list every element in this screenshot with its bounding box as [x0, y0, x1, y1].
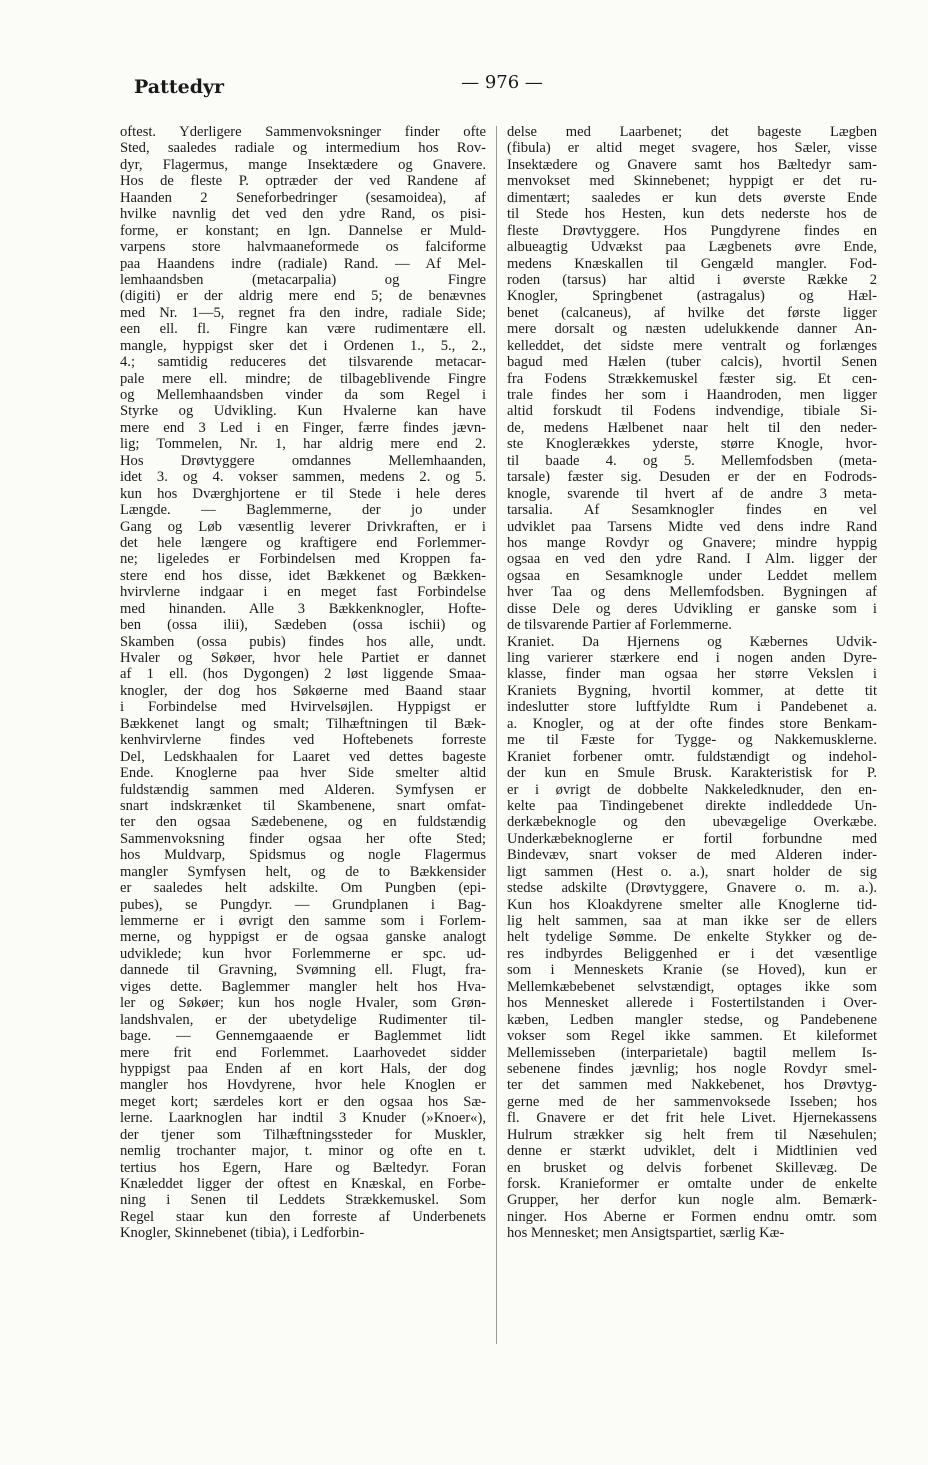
text-line: Mellemkæbebenet selvstændigt, optages ikke som [507, 978, 877, 995]
text-line: paa Haandens indre (radiale) Rand. — Af Mel- [120, 255, 486, 272]
text-line: bage. — Gennemgaaende er Baglemmet lidt [120, 1028, 486, 1045]
text-line: udviklet paa Tarsens Midte ved dens indre Rand [507, 518, 877, 535]
text-line: mere dorsalt og næsten udelukkende danner An- [507, 321, 877, 338]
text-line: kelleddet, det sidste mere ventralt og forlænges [507, 337, 877, 354]
text-line: Ende. Knoglerne paa hver Side smelter altid [120, 765, 486, 782]
text-line: er i øvrigt de dobbelte Nakkeledknuder, den en- [507, 781, 877, 798]
text-line: merne, og hyppigst er de ogsaa ganske analogt [120, 929, 486, 946]
text-line: nemlig trochanter major, t. minor og ofte en t. [120, 1143, 486, 1160]
text-line: mangler Symfysen helt, og de to Bækkensider [120, 863, 486, 880]
text-line: Underkæbeknoglerne er fortil forbundne med [507, 830, 877, 847]
text-line: gerne med de her sammenvoksede Isseben; hos [507, 1093, 877, 1110]
text-line: lerne. Laarknoglen har indtil 3 Knuder (»Knoer«), [120, 1110, 486, 1127]
text-line: der kun en Smule Brusk. Karakteristisk for P. [507, 765, 877, 782]
text-line: forme, er konstant; en lgn. Dannelse er Muld- [120, 222, 486, 239]
text-line: Grupper, her derfor kun nogle alm. Bemærk- [507, 1192, 877, 1209]
text-line: der tjener som Tilhæftningssteder for Muskler, [120, 1126, 486, 1143]
text-line: Mellemisseben (interparietale) bagtil mellem Is- [507, 1044, 877, 1061]
text-line: ter den ogsaa Sædebenene, og en fuldstændig [120, 814, 486, 831]
text-line: knogler, der dog hos Søkøerne med Baand staar [120, 682, 486, 699]
text-line: ste Knoglerækkes yderste, større Knogle, hvor- [507, 436, 877, 453]
text-line: Regel staar kun den forreste af Underbenets [120, 1208, 486, 1225]
text-line: Længde. — Baglemmerne, der jo under [120, 502, 486, 519]
text-line: ligt sammen (Hest o. a.), snart holder de sig [507, 863, 877, 880]
text-line: derkæbeknogle og den ubevægelige Overkæbe. [507, 814, 877, 831]
text-line: idet 3. og 4. vokser sammen, medens 2. og 5. [120, 469, 486, 486]
text-line: Hvaler og Søkøer, hvor hele Partiet er dannet [120, 650, 486, 666]
text-line: kun hos Dværghjortene er til Stede i hele deres [120, 485, 486, 502]
text-line: tertius hos Egern, Hare og Bæltedyr. Foran [120, 1159, 486, 1176]
text-line: hos Mennesket allerede i Fostertilstanden i Over- [507, 995, 877, 1012]
text-line: helt tydelige Sømme. De enkelte Stykker og de- [507, 929, 877, 946]
text-line: pubes), se Pungdyr. — Grundplanen i Bag- [120, 896, 486, 913]
text-line: fl. Gnavere er det frit hele Livet. Hjernekassens [507, 1110, 877, 1127]
text-line: altid forskudt til Fodens indvendige, tibiale Si- [507, 403, 877, 420]
text-line: som i Menneskets Kranie (se Hoved), kun er [507, 962, 877, 979]
text-line: hyppigst paa Enden af en kort Hals, der dog [120, 1060, 486, 1077]
text-line: er saaledes helt adskilte. Om Pungben (epi- [120, 880, 486, 897]
text-line: ne; ligeledes er Forbindelsen med Kroppen fa- [120, 551, 486, 568]
text-line: kelte paa Tindingebenet direkte indleddede Un- [507, 797, 877, 814]
text-line: til baade 4. og 5. Mellemfodsben (meta- [507, 452, 877, 469]
text-line: Styrke og Udvikling. Kun Hvalerne kan have [120, 403, 486, 420]
text-line: hos mange Rovdyr og Gnavere; mindre hyppig [507, 534, 877, 551]
column-divider [496, 126, 497, 1344]
text-line: fuldstændig sammen med Alderen. Symfysen er [120, 781, 486, 798]
text-line: de tilsvarende Partier af Forlemmerne. [507, 617, 732, 634]
text-line: lig helt sammen, saa at man ikke ser de ellers [507, 913, 877, 929]
running-title: Pattedyr [134, 76, 225, 98]
text-line: Sted, saaledes radiale og intermedium hos Rov- [120, 140, 486, 157]
text-line: Kraniet. Da Hjernens og Kæbernes Udvik- [507, 633, 877, 650]
text-line: ter det sammen med Nakkebenet, hos Drøvtyg- [507, 1077, 877, 1094]
text-line: a. Knogler, og at der ofte findes store Benkam- [507, 715, 877, 732]
text-line: stedse adskilte (Drøvtyggere, Gnavere o. m. a.). [507, 880, 877, 897]
text-line: mangle, hyppigst sker det i Ordenen 1., 5., 2., [120, 337, 486, 354]
text-line: meget kort; særdeles kort er den ogsaa hos Sæ- [120, 1093, 486, 1110]
text-line: i Forbindelse med Hvirvelsøjlen. Hyppigst er [120, 699, 486, 716]
text-line: knogle, svarende til hvert af de andre 3 meta- [507, 485, 877, 502]
text-line: ogsaa en Sesamknogle under Leddet mellem [507, 567, 877, 584]
text-line: (digiti) er der aldrig mere end 5; de benævnes [120, 288, 486, 305]
text-line: medens Knæskallen til Gengæld mangler. Fod- [507, 255, 877, 272]
text-line: me til Fæste for Tygge- og Nakkemusklerne. [507, 732, 877, 749]
text-line: (fibula) er altid meget svagere, hos Sæler, visse [507, 140, 877, 157]
text-line: snart indskrænket til Skambenene, snart omfat- [120, 797, 486, 814]
text-line: lemmerne er i øvrigt den samme som i Forlem- [120, 913, 486, 929]
text-line: kæben, Ledben mangler stedse, og Pandebenene [507, 1011, 877, 1028]
text-line: mere end 3 Led i en Finger, færre findes jævn- [120, 419, 486, 436]
text-line: Hulrum strækker sig helt frem til Næsehulen; [507, 1126, 877, 1143]
text-line: til Stede hos Hesten, kun dets nederste hos de [507, 206, 877, 223]
text-line: Gang og Løb væsentlig leverer Drivkraften, er i [120, 518, 486, 535]
text-line: lig; Tommelen, Nr. 1, har aldrig mere end 2. [120, 436, 486, 453]
text-line: og Mellemhaandsben vinder da som Regel i [120, 387, 486, 403]
text-line: benet (calcaneus), af hvilke det første ligger [507, 304, 877, 321]
text-line: Del, Ledskhaalen for Laaret ved dettes bageste [120, 748, 486, 765]
text-line: fra Fodens Strækkemuskel fæster sig. Et cen- [507, 370, 877, 387]
text-line: pale mere ell. mindre; de tilbageblivende Fingre [120, 370, 486, 387]
text-line: fleste Drøvtyggere. Hos Pungdyrene findes en [507, 222, 877, 239]
text-line: lemhaandsben (metacarpalia) og Fingre [120, 271, 486, 288]
text-line: varpens store halvmaaneformede os falciforme [120, 239, 486, 256]
text-line: ninger. Hos Aberne er Formen endnu omtr. som [507, 1208, 877, 1225]
text-line: disse Dele og deres Udvikling er ganske som i [507, 600, 877, 617]
text-line: ling varierer stærkere end i nogen anden Dyre- [507, 650, 877, 666]
text-line: ler og Søkøer; kun hos nogle Hvaler, som Grøn- [120, 995, 486, 1012]
text-line: 4.; samtidig reduceres det tilsvarende metacar- [120, 354, 486, 371]
text-line: ogsaa en ved den ydre Rand. I Alm. ligger der [507, 551, 877, 568]
text-line: mere frit end Forlemmet. Laarhovedet sidder [120, 1044, 486, 1061]
text-line: ben (ossa ilii), Sædeben (ossa ischii) og [120, 617, 486, 634]
text-line: Kraniets Bygning, hvortil kommer, at dette tit [507, 682, 877, 699]
text-line: Kun hos Kloakdyrene smelter alle Knoglerne tid- [507, 896, 877, 913]
page-number: — 976 — [461, 72, 543, 93]
text-line: hvirvlerne indgaar i en meget fast Forbindelse [120, 584, 486, 601]
text-line: Sammenvoksning finder ogsaa her ofte Sted; [120, 830, 486, 847]
text-line: delse med Laarbenet; det bageste Lægben [507, 124, 877, 140]
text-line: ning i Senen til Leddets Strækkemuskel. Som [120, 1192, 486, 1209]
text-line: bagud med Hælen (tuber calcis), hvortil Senen [507, 354, 877, 371]
text-line: med hinanden. Alle 3 Bækkenknogler, Hofte- [120, 600, 486, 617]
text-line: det hele længere og kraftigere end Forlemmer- [120, 534, 486, 551]
text-line: albueagtig Udvækst paa Lægbenets øvre Ende, [507, 239, 877, 256]
text-line: Bækkenet langt og smalt; Tilhæftningen til Bæk- [120, 715, 486, 732]
page-header [134, 70, 874, 110]
text-line: oftest. Yderligere Sammenvoksninger finder ofte [120, 124, 486, 140]
text-line: Kraniet forbener omtr. fuldstændigt og indehol- [507, 748, 877, 765]
text-line: trale findes her som i Haandroden, men ligger [507, 387, 877, 403]
text-line: dimentært; saaledes er kun dets øverste Ende [507, 189, 877, 206]
text-line: viges dette. Baglemmer mangler helt hos Hva- [120, 978, 486, 995]
text-line: menvokset med Skinnebenet; hyppigt er det ru- [507, 173, 877, 190]
text-line: med Nr. 1—5, regnet fra den indre, radiale Side; [120, 304, 486, 321]
text-line: af 1 ell. (hos Dygongen) 2 løst liggende Smaa- [120, 666, 486, 683]
text-line: een ell. fl. Fingre kan være rudimentære ell. [120, 321, 486, 338]
text-line: dannede til Gravning, Svømning ell. Flugt, fra- [120, 962, 486, 979]
text-line: dyr, Flagermus, mange Insektædere og Gnavere. [120, 156, 486, 173]
text-line: indeslutter store luftfyldte Rum i Pandebenet a. [507, 699, 877, 716]
text-line: stere end hos disse, idet Bækkenet og Bækken- [120, 567, 486, 584]
text-line: Hos Drøvtyggere omdannes Mellemhaanden, [120, 452, 486, 469]
text-line: en brusket og delvis forbenet Skillevæg. De [507, 1159, 877, 1176]
text-line: Skamben (ossa pubis) findes hos alle, undt. [120, 633, 486, 650]
text-line: hver Taa og dens Mellemfodsben. Bygningen af [507, 584, 877, 601]
text-line: udviklede; kun hvor Forlemmerne er spc. ud- [120, 945, 486, 962]
text-line: res indbyrdes Beliggenhed er i det væsentlige [507, 945, 877, 962]
text-line: Knæleddet ligger der oftest en Knæskal, en Forbe- [120, 1176, 486, 1192]
text-line: Hos de fleste P. optræder der ved Randene af [120, 173, 486, 190]
text-line: Bindevæv, snart vokser de med Alderen inder- [507, 847, 877, 864]
text-line: denne er stærkt udviklet, delt i Midtlinien ved [507, 1143, 877, 1160]
text-line: forsk. Kranieformer er omtalte under de enkelte [507, 1176, 877, 1192]
right-column [507, 124, 877, 1242]
text-line: vokser som Regel ikke sammen. Et kileformet [507, 1028, 877, 1045]
text-line: hos Mennesket; men Ansigtspartiet, særlig Kæ- [507, 1225, 785, 1242]
text-line: Haanden 2 Seneforbedringer (sesamoidea), af [120, 189, 486, 206]
text-line: tarsale) fæster sig. Desuden er der en Fodrods- [507, 469, 877, 486]
text-line: kenhvirvlerne findes ved Hoftebenets forreste [120, 732, 486, 749]
text-line: hos Muldvarp, Spidsmus og nogle Flagermus [120, 847, 486, 864]
text-line: hvilke navnlig det ved den ydre Rand, os pisi- [120, 206, 486, 223]
text-line: Knogler, Springbenet (astragalus) og Hæl- [507, 288, 877, 305]
text-line: tarsalia. Af Sesamknogler findes en vel [507, 502, 877, 519]
text-line: sebenene findes jævnlig; hos nogle Rovdyr smel- [507, 1060, 877, 1077]
text-line: roden (tarsus) har altid i øverste Række 2 [507, 271, 877, 288]
text-line: Insektædere og Gnavere samt hos Bæltedyr sam- [507, 156, 877, 173]
text-line: landshvalen, er der ubetydelige Rudimenter til- [120, 1011, 486, 1028]
text-line: klasse, finder man ogsaa her større Vekslen i [507, 666, 877, 683]
text-line: Knogler, Skinnebenet (tibia), i Ledforbin- [120, 1225, 365, 1242]
text-line: de, medens Hælbenet naar helt til den neder- [507, 419, 877, 436]
text-line: mangler hos Hovdyrene, hvor hele Knoglen er [120, 1077, 486, 1094]
left-column [120, 124, 486, 1242]
